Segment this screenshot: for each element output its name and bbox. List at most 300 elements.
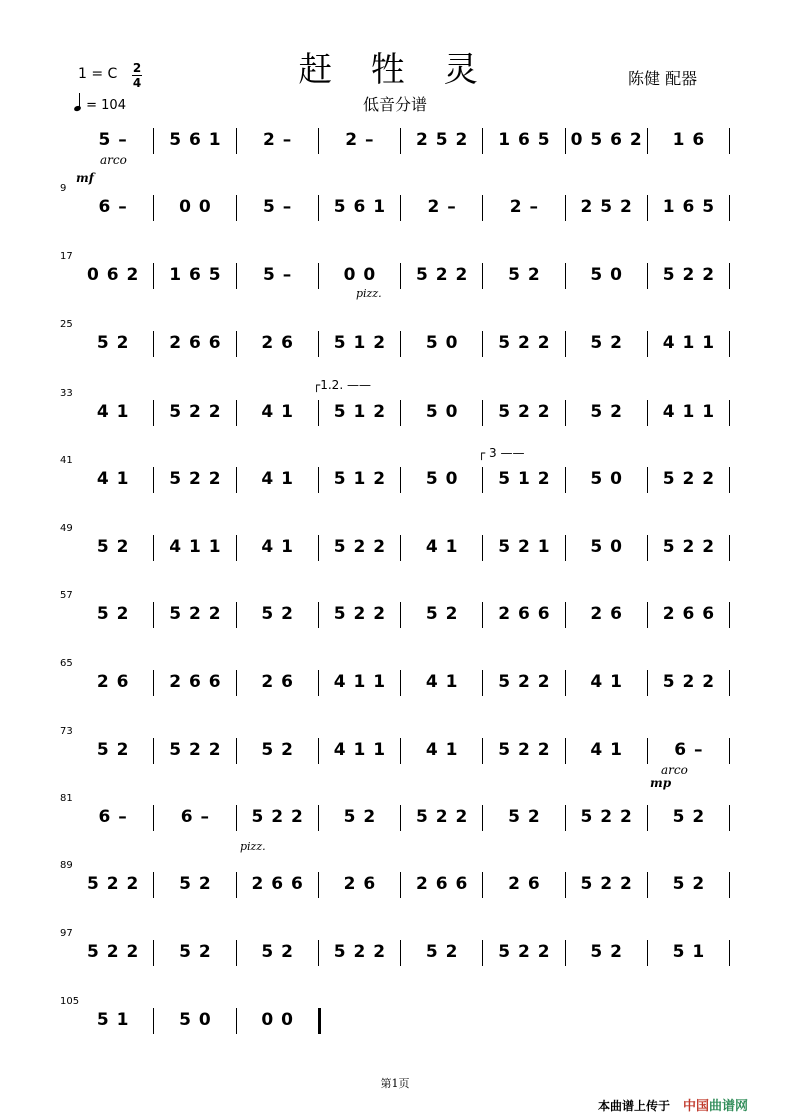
measure-number: 65 <box>60 658 73 669</box>
measure <box>323 402 397 442</box>
barline <box>647 263 648 289</box>
measure-number: 41 <box>60 455 73 466</box>
measure <box>241 402 315 442</box>
staff-line-14 <box>0 996 790 1056</box>
barline <box>565 670 566 696</box>
measure-number: 33 <box>60 388 73 399</box>
measure <box>487 130 561 170</box>
barline <box>236 535 237 561</box>
measure <box>652 197 726 237</box>
measure <box>241 333 315 373</box>
measure <box>158 604 232 644</box>
measure <box>241 197 315 237</box>
barline <box>482 467 483 493</box>
measure <box>487 942 561 982</box>
staff-line-13 <box>0 928 790 988</box>
measure-notes: 5 1 <box>672 942 706 962</box>
measure-notes: 2 – <box>263 130 293 150</box>
barline <box>400 195 401 221</box>
volta-ending-3: ┌ 3 —— <box>478 446 525 460</box>
measure <box>405 265 479 305</box>
barline <box>236 331 237 357</box>
staff-line-12 <box>0 860 790 920</box>
barline <box>153 602 154 628</box>
measure-notes: 6 – <box>180 807 210 827</box>
barline <box>647 738 648 764</box>
measure-notes: 5 2 <box>590 942 623 962</box>
measure-notes: 4 1 1 <box>662 402 716 422</box>
measure-number: 17 <box>60 251 73 262</box>
measure-number: 97 <box>60 928 73 939</box>
measure-notes: 5 2 2 <box>662 672 716 692</box>
mp-dynamic: mp <box>650 776 672 790</box>
measure-notes: 2 5 2 <box>580 197 633 217</box>
part-subtitle: 低音分谱 <box>362 95 427 114</box>
measure-notes: 5 2 <box>179 874 212 894</box>
barline <box>729 738 730 764</box>
measure <box>76 942 150 982</box>
measure-notes: 2 6 <box>343 874 377 894</box>
measure <box>652 469 726 509</box>
measure <box>487 740 561 780</box>
site-logo: 中国曲谱网 <box>683 1099 749 1114</box>
barline <box>400 872 401 898</box>
barline <box>729 128 730 154</box>
measure-notes: 4 1 1 <box>333 740 387 760</box>
page-number: 第1页 <box>380 1077 410 1090</box>
barline <box>482 263 483 289</box>
barline <box>318 535 319 561</box>
measure <box>487 807 561 847</box>
staff-line-1 <box>0 116 790 176</box>
measure <box>570 333 644 373</box>
measure-notes: 5 1 2 <box>333 333 387 353</box>
measure <box>76 333 150 373</box>
measure <box>323 807 397 847</box>
measure <box>323 537 397 577</box>
measure-notes: 4 1 1 <box>169 537 222 557</box>
measure-notes: 4 1 <box>425 740 459 760</box>
measure-notes: 5 2 2 <box>415 807 469 827</box>
measure-notes: 0 0 <box>261 1010 294 1030</box>
barline <box>153 400 154 426</box>
measure <box>241 740 315 780</box>
measure-notes: 5 2 <box>672 807 706 827</box>
barline <box>482 128 483 154</box>
volta-ending-1-2: ┌1.2. —— <box>313 378 371 392</box>
barline <box>153 128 154 154</box>
barline <box>565 940 566 966</box>
barline <box>729 602 730 628</box>
tempo-marking <box>74 95 126 113</box>
barline <box>153 467 154 493</box>
measure <box>570 672 644 712</box>
measure <box>405 740 479 780</box>
measure-notes: 5 2 <box>96 537 130 557</box>
measure <box>76 402 150 442</box>
measure <box>323 672 397 712</box>
measure <box>323 130 397 170</box>
measure-notes: 4 1 <box>261 537 294 557</box>
barline <box>400 738 401 764</box>
measure-notes: 5 2 2 <box>169 402 222 422</box>
measure-number: 105 <box>60 996 80 1007</box>
measure <box>405 469 479 509</box>
measure <box>652 807 726 847</box>
measure <box>652 333 726 373</box>
measure <box>405 197 479 237</box>
measure <box>241 874 315 914</box>
arco-marking-2: arco <box>661 763 688 777</box>
measure <box>76 265 150 305</box>
barline <box>647 535 648 561</box>
barline <box>236 670 237 696</box>
measure-notes: 6 – <box>674 740 704 760</box>
barline <box>565 738 566 764</box>
barline <box>400 670 401 696</box>
measure <box>158 537 232 577</box>
barline <box>729 940 730 966</box>
measure-notes: 5 2 <box>261 942 294 962</box>
measure <box>323 197 397 237</box>
barline <box>565 535 566 561</box>
barline <box>482 195 483 221</box>
arco-marking: arco <box>100 153 127 167</box>
measure-notes: 5 2 2 <box>86 942 140 962</box>
barline <box>565 400 566 426</box>
barline <box>565 331 566 357</box>
staff-line-4 <box>0 319 790 379</box>
measure <box>158 942 232 982</box>
measure <box>570 265 644 305</box>
barline <box>318 195 319 221</box>
measure <box>487 604 561 644</box>
measure <box>158 1010 232 1050</box>
measure-notes: 4 1 <box>261 402 294 422</box>
barline <box>400 331 401 357</box>
measure <box>405 333 479 373</box>
measure-notes: 6 – <box>98 807 128 827</box>
measure-notes: 1 6 5 <box>169 265 222 285</box>
barline <box>565 602 566 628</box>
barline <box>236 738 237 764</box>
measure-notes: 2 6 <box>96 672 130 692</box>
barline <box>647 940 648 966</box>
measure-notes: 5 2 <box>261 604 294 624</box>
measure <box>76 469 150 509</box>
measure <box>570 807 644 847</box>
barline <box>236 940 237 966</box>
measure-notes: 5 2 <box>425 604 459 624</box>
measure <box>570 402 644 442</box>
measure <box>241 1010 315 1050</box>
measure <box>487 197 561 237</box>
measure <box>158 130 232 170</box>
measure-notes: 0 6 2 <box>86 265 140 285</box>
barline <box>647 872 648 898</box>
barline <box>729 331 730 357</box>
measure-notes: 5 2 1 <box>498 537 551 557</box>
barline <box>236 195 237 221</box>
measure-notes: 4 1 <box>425 537 459 557</box>
measure-notes: 5 2 <box>508 265 541 285</box>
measure <box>158 740 232 780</box>
measure-notes: 5 2 <box>343 807 377 827</box>
measure <box>570 469 644 509</box>
barline <box>318 400 319 426</box>
measure <box>487 469 561 509</box>
measure-notes: 5 1 2 <box>333 402 387 422</box>
measure-notes: 2 6 6 <box>169 672 222 692</box>
measure-notes: 5 2 <box>96 333 130 353</box>
measure <box>487 874 561 914</box>
measure <box>652 130 726 170</box>
measure <box>652 402 726 442</box>
measure <box>76 807 150 847</box>
measure-notes: 5 2 2 <box>662 537 716 557</box>
upload-note: 本曲谱上传于 <box>598 1099 671 1113</box>
barline <box>318 872 319 898</box>
barline <box>318 331 319 357</box>
measure-notes: 5 2 2 <box>333 604 387 624</box>
barline <box>400 400 401 426</box>
measure-notes: 1 6 5 <box>498 130 551 150</box>
score-title: 赶 牲 灵 <box>298 50 492 90</box>
barline <box>318 128 319 154</box>
measure-notes: 1 6 5 <box>662 197 716 217</box>
measure <box>323 604 397 644</box>
mf-dynamic: mf <box>76 171 94 185</box>
barline <box>647 128 648 154</box>
measure <box>241 265 315 305</box>
measure <box>158 874 232 914</box>
measure-notes: 5 – <box>263 197 293 217</box>
time-signature <box>132 62 142 89</box>
measure-notes: 5 2 2 <box>251 807 304 827</box>
measure-notes: 5 2 2 <box>580 807 633 827</box>
barline <box>400 263 401 289</box>
measure <box>76 740 150 780</box>
measure-notes: 5 2 2 <box>169 740 222 760</box>
measure-notes: 4 1 <box>425 672 459 692</box>
measure <box>241 942 315 982</box>
barline <box>482 535 483 561</box>
measure-notes: 2 6 6 <box>251 874 304 894</box>
measure-notes: 5 0 <box>425 333 459 353</box>
measure-notes: 4 1 <box>96 402 130 422</box>
measure-notes: 4 1 1 <box>333 672 387 692</box>
barline <box>482 872 483 898</box>
measure-notes: 1 6 <box>672 130 706 150</box>
barline <box>153 670 154 696</box>
measure-notes: 0 5 6 2 <box>570 130 643 150</box>
measure <box>158 469 232 509</box>
measure-notes: 5 2 2 <box>169 604 222 624</box>
barline <box>236 400 237 426</box>
barline <box>729 263 730 289</box>
measure-notes: 2 – <box>427 197 457 217</box>
measure-notes: 5 2 <box>425 942 459 962</box>
measure-notes: 4 1 <box>261 469 294 489</box>
measure <box>652 604 726 644</box>
barline <box>236 1008 237 1034</box>
measure <box>323 942 397 982</box>
staff-line-2 <box>0 183 790 243</box>
measure-notes: 5 1 2 <box>333 469 387 489</box>
measure-notes: 2 – <box>509 197 539 217</box>
measure <box>652 874 726 914</box>
measure-notes: 0 0 <box>179 197 212 217</box>
measure-notes: 5 6 1 <box>333 197 387 217</box>
measure-notes: 2 6 <box>261 672 294 692</box>
measure <box>158 197 232 237</box>
measure <box>570 197 644 237</box>
pizz-marking: pizz. <box>356 287 382 300</box>
barline <box>482 400 483 426</box>
measure-notes: 4 1 1 <box>662 333 716 353</box>
barline <box>236 602 237 628</box>
measure <box>158 265 232 305</box>
barline <box>729 670 730 696</box>
barline <box>153 872 154 898</box>
measure-number: 49 <box>60 523 73 534</box>
measure <box>570 874 644 914</box>
measure-notes: 5 2 2 <box>333 942 387 962</box>
measure <box>76 672 150 712</box>
measure <box>241 130 315 170</box>
barline <box>400 602 401 628</box>
barline <box>318 467 319 493</box>
measure <box>570 604 644 644</box>
measure <box>405 604 479 644</box>
barline <box>318 263 319 289</box>
measure-notes: 4 1 <box>96 469 130 489</box>
barline <box>729 467 730 493</box>
quarter-note-icon <box>73 105 81 112</box>
measure-number: 81 <box>60 793 73 804</box>
key-signature: 1 = C <box>78 66 118 82</box>
measure-notes: 5 2 2 <box>498 740 551 760</box>
barline <box>400 805 401 831</box>
barline <box>236 263 237 289</box>
barline <box>153 331 154 357</box>
measure-notes: 5 2 2 <box>415 265 469 285</box>
measure-notes: 5 2 2 <box>662 469 716 489</box>
barline <box>729 805 730 831</box>
staff-line-9 <box>0 658 790 718</box>
barline <box>565 263 566 289</box>
barline <box>565 195 566 221</box>
measure-notes: 5 0 <box>425 469 459 489</box>
measure <box>323 333 397 373</box>
barline <box>647 400 648 426</box>
barline <box>565 128 566 154</box>
barline <box>318 738 319 764</box>
measure <box>570 130 644 170</box>
measure-notes: 5 0 <box>590 265 623 285</box>
barline <box>729 400 730 426</box>
barline <box>482 940 483 966</box>
measure <box>241 604 315 644</box>
barline <box>647 805 648 831</box>
measure-notes: 5 2 <box>96 740 130 760</box>
measure <box>487 537 561 577</box>
measure-notes: 2 6 <box>508 874 541 894</box>
measure <box>76 874 150 914</box>
staff-line-11 <box>0 793 790 853</box>
barline <box>647 467 648 493</box>
measure <box>76 1010 150 1050</box>
measure-notes: 5 2 <box>179 942 212 962</box>
measure-notes: 2 6 6 <box>662 604 716 624</box>
measure <box>158 402 232 442</box>
measure <box>158 672 232 712</box>
measure <box>570 942 644 982</box>
barline <box>153 738 154 764</box>
staff-line-7 <box>0 523 790 583</box>
measure-notes: 5 2 2 <box>86 874 140 894</box>
tempo-value: = 104 <box>86 98 126 113</box>
time-sig-bottom: 4 <box>132 76 142 90</box>
measure <box>405 807 479 847</box>
staff-line-6 <box>0 455 790 515</box>
measure-notes: 5 2 <box>508 807 541 827</box>
measure-notes: 2 6 6 <box>498 604 551 624</box>
barline <box>400 940 401 966</box>
measure-notes: 5 2 <box>96 604 130 624</box>
barline <box>729 195 730 221</box>
measure <box>76 537 150 577</box>
barline <box>318 940 319 966</box>
barline <box>236 467 237 493</box>
barline <box>153 940 154 966</box>
barline <box>482 738 483 764</box>
measure-notes: 4 1 <box>590 672 623 692</box>
barline <box>482 602 483 628</box>
staff-line-5 <box>0 388 790 448</box>
measure <box>158 333 232 373</box>
barline <box>236 805 237 831</box>
measure <box>405 130 479 170</box>
measure-number: 73 <box>60 726 73 737</box>
barline <box>729 535 730 561</box>
measure-notes: 5 2 2 <box>580 874 633 894</box>
measure <box>652 672 726 712</box>
measure-notes: 5 1 <box>96 1010 130 1030</box>
barline <box>153 1008 154 1034</box>
measure-notes: 5 0 <box>425 402 459 422</box>
barline <box>565 872 566 898</box>
measure-notes: 5 0 <box>590 469 623 489</box>
final-barline <box>318 1008 321 1034</box>
measure <box>652 265 726 305</box>
barline <box>400 535 401 561</box>
measure <box>323 740 397 780</box>
measure-notes: 5 2 2 <box>662 265 716 285</box>
measure <box>405 537 479 577</box>
measure <box>241 469 315 509</box>
barline <box>318 805 319 831</box>
barline <box>482 805 483 831</box>
barline <box>318 670 319 696</box>
measure-number: 25 <box>60 319 73 330</box>
measure-notes: 5 2 2 <box>498 333 551 353</box>
measure <box>76 604 150 644</box>
measure-number: 57 <box>60 590 73 601</box>
barline <box>565 467 566 493</box>
barline <box>236 872 237 898</box>
measure-notes: 5 – <box>263 265 293 285</box>
